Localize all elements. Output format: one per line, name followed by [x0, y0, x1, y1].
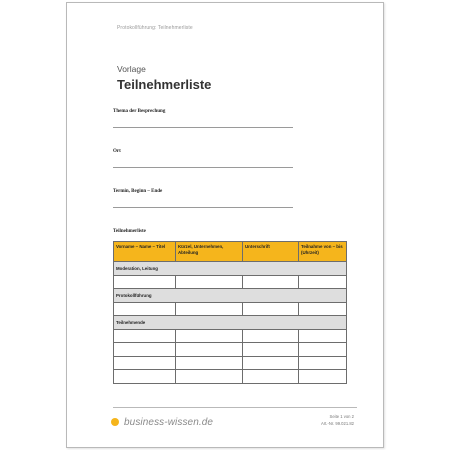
brand-logo[interactable] [111, 416, 213, 428]
table-row [114, 275, 347, 289]
section-label: Moderation, Leitung [114, 262, 347, 276]
table-row [114, 370, 347, 384]
table-cell[interactable] [114, 356, 176, 370]
column-header-company: Kürzel, Unternehmen, Abteilung [176, 242, 243, 262]
table-cell[interactable] [299, 370, 347, 384]
table-cell[interactable] [176, 343, 243, 357]
article-number: Art.-Nr. 99.021.82 [320, 420, 354, 426]
table-cell[interactable] [114, 329, 176, 343]
table-cell[interactable] [299, 343, 347, 357]
document-title: Teilnehmerliste [117, 77, 212, 92]
table-cell[interactable] [176, 356, 243, 370]
section-row-participants [114, 316, 347, 330]
table-cell[interactable] [243, 329, 299, 343]
section-label: Teilnehmende [114, 316, 347, 330]
field-line-schedule[interactable] [113, 207, 293, 208]
logo-dot-icon [111, 418, 119, 426]
footer-meta [321, 414, 354, 427]
table-cell[interactable] [243, 343, 299, 357]
field-line-topic[interactable] [113, 127, 293, 128]
column-header-name: Vorname – Name – Titel [114, 242, 176, 262]
table-cell[interactable] [299, 302, 347, 316]
table-cell[interactable] [176, 275, 243, 289]
running-header: Protokollführung: Teilnehmerliste [117, 25, 193, 31]
table-cell[interactable] [299, 329, 347, 343]
section-row-moderation [114, 262, 347, 276]
section-row-protocol [114, 289, 347, 303]
field-label-location: Ort [113, 149, 121, 154]
table-cell[interactable] [114, 302, 176, 316]
table-cell[interactable] [114, 343, 176, 357]
table-cell[interactable] [243, 302, 299, 316]
table-cell[interactable] [299, 356, 347, 370]
document-kicker: Vorlage [117, 64, 146, 74]
page-info: Seite 1 von 2 [329, 414, 354, 419]
table-cell[interactable] [243, 356, 299, 370]
table-cell[interactable] [176, 370, 243, 384]
participant-table [113, 241, 347, 384]
table-row [114, 329, 347, 343]
logo-text: business-wissen.de [124, 416, 214, 428]
table-header-row [114, 242, 347, 262]
table-cell[interactable] [243, 370, 299, 384]
table-caption: Teilnehmerliste [113, 229, 146, 234]
table-row [114, 356, 347, 370]
footer-divider [113, 407, 357, 408]
table-row [114, 302, 347, 316]
section-label: Protokollführung [114, 289, 347, 303]
field-line-location[interactable] [113, 167, 293, 168]
column-header-attendance: Teilnahme von – bis (Uhrzeit) [299, 242, 347, 262]
table-cell[interactable] [299, 275, 347, 289]
table-cell[interactable] [114, 370, 176, 384]
table-row [114, 343, 347, 357]
column-header-signature: Unterschrift [243, 242, 299, 262]
field-label-topic: Thema der Besprechung [113, 109, 166, 114]
table-cell[interactable] [176, 302, 243, 316]
table-cell[interactable] [176, 329, 243, 343]
field-label-schedule: Termin, Beginn – Ende [113, 189, 163, 194]
document-page [66, 2, 384, 448]
table-cell[interactable] [243, 275, 299, 289]
table-cell[interactable] [114, 275, 176, 289]
